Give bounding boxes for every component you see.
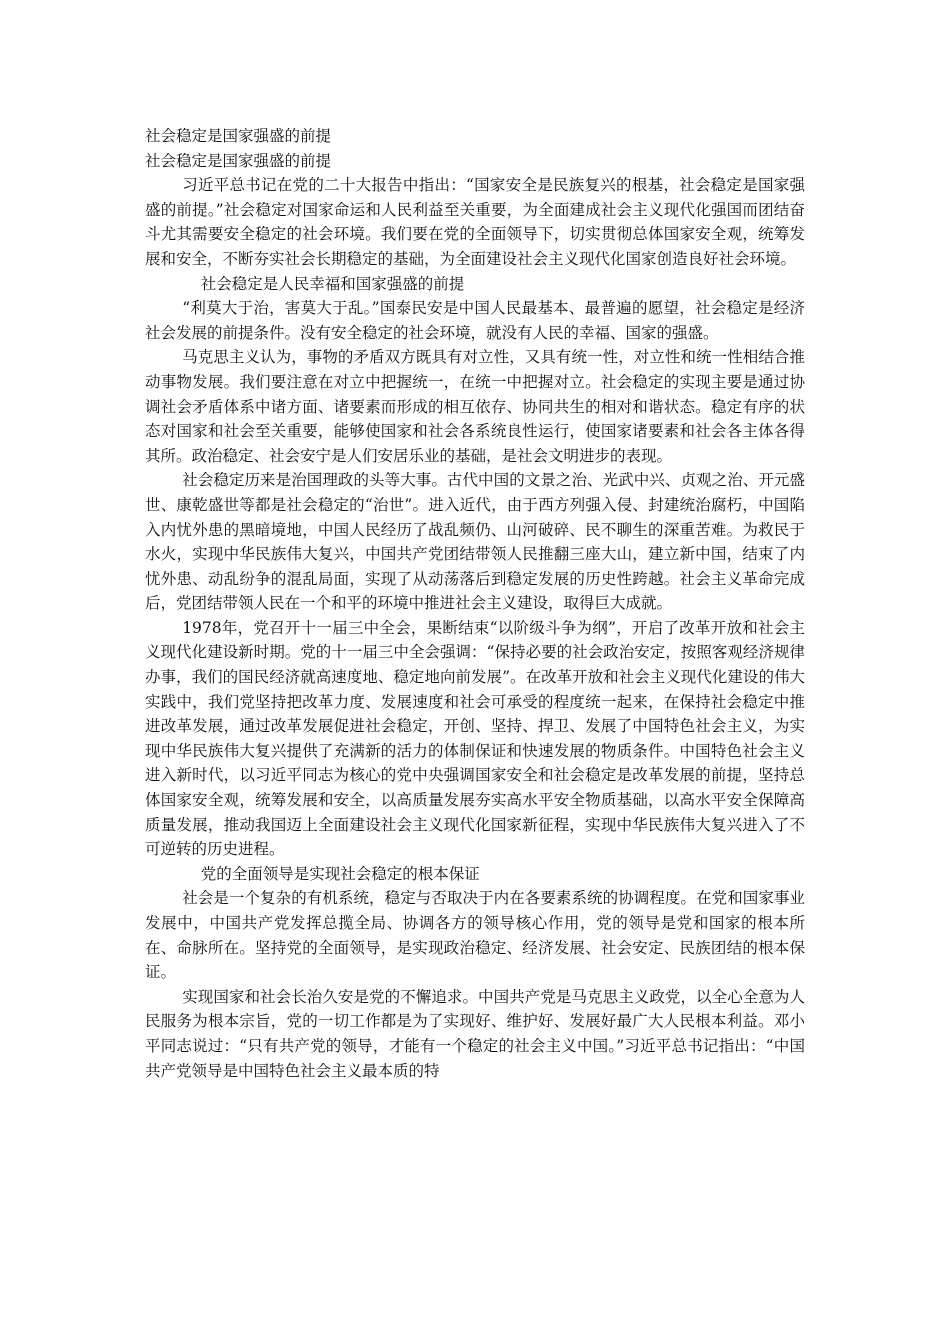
section-heading-1: 社会稳定是人民幸福和国家强盛的前提 (200, 274, 465, 293)
document-title-repeat: 社会稳定是国家强盛的前提 (145, 151, 332, 170)
document-title: 社会稳定是国家强盛的前提 (145, 127, 332, 145)
paragraph: 1978年，党召开十一届三中全会，果断结束“以阶级斗争为纲”，开启了改革开放和社会主义现代化建设新时期。党的十一届三中全会强调：“保持必要的社会政治安定，按照客观经济规律办事，我们的国民经济就高速度地、稳定地向前发展”。在改革开放和社会主义现代化建设的伟大实践中，我们党坚持把改革力度、发展速度和社会可承受的程度统一起来，在保持社会稳定中推进改革发展，通过改革发展促进社会稳定，开创、坚持、捍卫、发展了中国特色社会主义，为实现中华民族伟大复兴提供了充满新的活力的体制保证和快速发展的物质条件。中国特色社会主义进入新时代，以习近平同志为核心的党中央强调国家安全和社会稳定是改革发展的前提，坚持总体国家安全观，统筹发展和安全，以高质量发展夯实高水平安全物质基础，以高水平安全保障高质量发展，推动我国迈上全面建设社会主义现代化国家新征程，实现中华民族伟大复兴进入了不可逆转的历史进程。 (145, 618, 805, 859)
paragraph-intro: 习近平总书记在党的二十大报告中指出：“国家安全是民族复兴的根基，社会稳定是国家强盛的前提。”社会稳定对国家命运和人民利益至关重要，为全面建成社会主义现代化强国而团结奋斗尤其需要安全稳定的社会环境。我们要在党的全面领导下，切实贯彻总体国家安全观，统筹发展和安全，不断夯实社会长期稳定的基础，为全面建设社会主义现代化国家创造良好社会环境。 (145, 176, 805, 268)
paragraph: 马克思主义认为，事物的矛盾双方既具有对立性，又具有统一性，对立性和统一性相结合推动事物发展。我们要注意在对立中把握统一，在统一中把握对立。社会稳定的实现主要是通过协调社会矛盾体系中诸方面、诸要素而形成的相互依存、协同共生的相对和谐状态。稳定有序的状态对国家和社会至关重要，能够使国家和社会各系统良性运行，使国家诸要素和社会各主体各得其所。政治稳定、社会安宁是人们安居乐业的基础，是社会文明进步的表现。 (145, 348, 805, 465)
paragraph: 社会是一个复杂的有机系统，稳定与否取决于内在各要素系统的协调程度。在党和国家事业发展中，中国共产党发挥总揽全局、协调各方的领导核心作用，党的领导是党和国家的根本所在、命脉所在。坚持党的全面领导，是实现政治稳定、经济发展、社会安定、民族团结的根本保证。 (145, 889, 805, 982)
section-heading-2: 党的全面领导是实现社会稳定的根本保证 (200, 864, 480, 883)
paragraph: 社会稳定历来是治国理政的头等大事。古代中国的文景之治、光武中兴、贞观之治、开元盛世、康乾盛世等都是社会稳定的“治世”。进入近代，由于西方列强入侵、封建统治腐朽，中国陷入内忧外患的黑暗境地，中国人民经历了战乱频仍、山河破碎、民不聊生的深重苦难。为救民于水火，实现中华民族伟大复兴，中国共产党团结带领人民推翻三座大山，建立新中国，结束了内忧外患、动乱纷争的混乱局面，实现了从动荡落后到稳定发展的历史性跨越。社会主义革命完成后，党团结带领人民在一个和平的环境中推进社会主义建设，取得巨大成就。 (145, 471, 805, 613)
paragraph: “利莫大于治，害莫大于乱。”国泰民安是中国人民最基本、最普遍的愿望，社会稳定是经济社会发展的前提条件。没有安全稳定的社会环境，就没有人民的幸福、国家的强盛。 (145, 299, 805, 342)
document-page (145, 124, 805, 1083)
paragraph: 实现国家和社会长治久安是党的不懈追求。中国共产党是马克思主义政党，以全心全意为人民服务为根本宗旨，党的一切工作都是为了实现好、维护好、发展好最广大人民根本利益。邓小平同志说过：“只有共产党的领导，才能有一个稳定的社会主义中国。”习近平总书记指出：“中国共产党领导是中国特色社会主义最本质的特 (145, 987, 805, 1080)
